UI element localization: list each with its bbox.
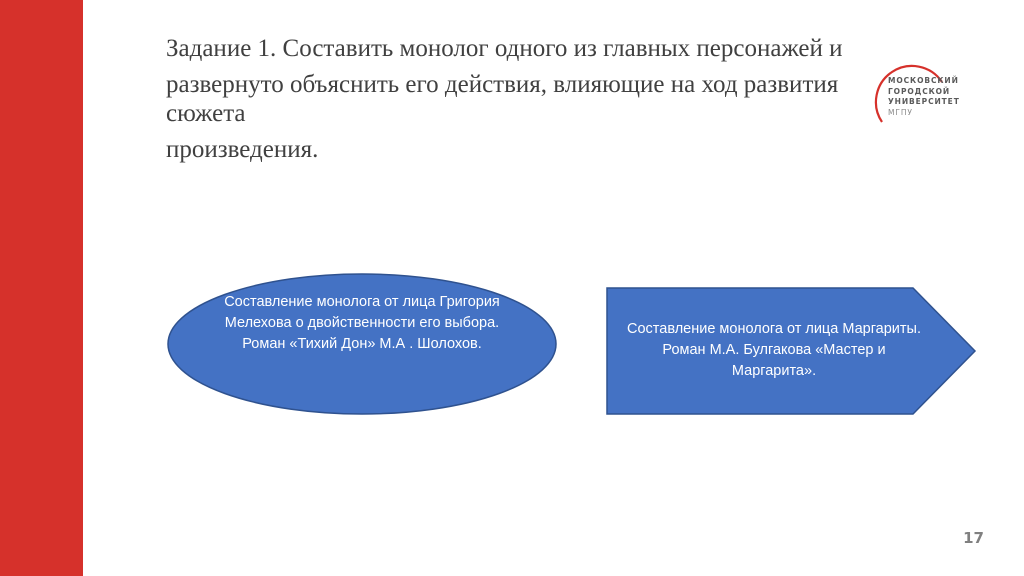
- title-line-1: Задание 1. Составить монолог одного из главных персонажей и: [166, 35, 843, 62]
- logo-line-1: МОСКОВСКИЙ: [888, 76, 959, 85]
- ellipse-text: Составление монолога от лица Григория Мелехова о двойственности его выбора. Роман «Тихий Дон» М.А . Шолохов.: [224, 294, 500, 352]
- title-line-2: развернуто объяснить его действия, влияющие на ход развития сюжета: [166, 71, 839, 127]
- page-number: 17: [963, 529, 984, 547]
- title-line-3: произведения.: [166, 136, 319, 163]
- logo-sub: МГПУ: [888, 107, 913, 117]
- arrow-text: Составление монолога от лица Маргариты. Роман М.А. Булгакова «Мастер и Маргарита».: [627, 321, 921, 379]
- logo-line-3: УНИВЕРСИТЕТ: [888, 97, 960, 106]
- logo-line-2: ГОРОДСКОЙ: [888, 86, 951, 96]
